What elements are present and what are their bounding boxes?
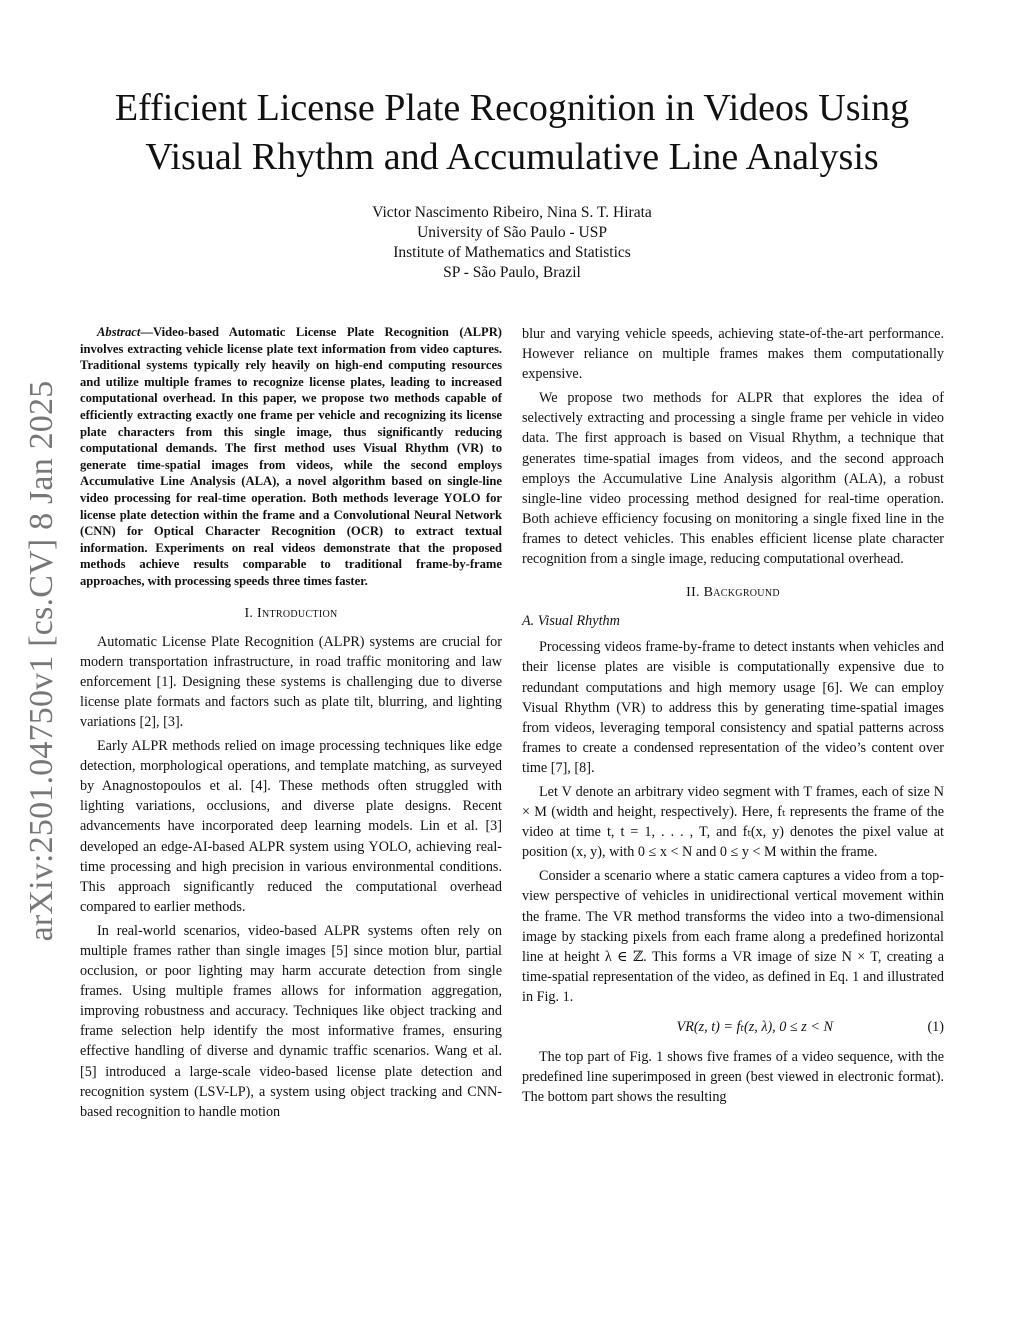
section-heading-background bbox=[522, 583, 944, 603]
affiliation-location: SP - São Paulo, Brazil bbox=[443, 264, 581, 281]
section-title: Introduction bbox=[257, 605, 338, 621]
vr-paragraph: Processing videos frame-by-frame to detect instants when vehicles and their license plates are visible is computationally expensive due to redundant computations and high memory usage [6]. We can employ Visual Rhythm (VR) to address this by generating time-spatial images from videos, leveraging temporal consistency and spatial patterns across frames to create a condensed representation of the video’s content over time [7], [8]. bbox=[522, 639, 944, 776]
vr-paragraph: Consider a scenario where a static camera captures a video from a top-view perspective of vehicles in unidirectional vertical movement within the frame. The VR method transforms the video into a two-dimensional image by stacking pixels from each frame along a predefined horizontal line at height λ ∈ ℤ. This forms a VR image of size N × T, creating a time-spatial representation of the video, as defined in Eq. 1 and illustrated in Fig. 1. bbox=[522, 868, 944, 1005]
arxiv-sidebar bbox=[12, 366, 72, 956]
body-paragraph: blur and varying vehicle speeds, achieving state-of-the-art performance. However reliance on multiple frames makes them computationally expensive. bbox=[522, 326, 944, 383]
affiliation-university: University of São Paulo - USP bbox=[417, 224, 607, 241]
section-heading-introduction bbox=[80, 604, 502, 624]
abstract bbox=[80, 324, 502, 590]
intro-paragraph: Automatic License Plate Recognition (ALPR) systems are crucial for modern transportation infrastructure, in road traffic monitoring and law enforcement [1]. Designing these systems is challenging due to diverse license plate formats and factors such as plate tilt, blurring, and lighting variations [2], [3]. bbox=[80, 633, 502, 730]
section-title: Background bbox=[703, 585, 780, 601]
intro-paragraph: Early ALPR methods relied on image processing techniques like edge detection, morphological operations, and template matching, as surveyed by Anagnostopoulos et al. [4]. These methods often struggled with lighting variations, occlusions, and diverse plate designs. Recent advancements have incorporated deep learning models. Lin et al. [3] developed an edge-AI-based ALPR system using YOLO, achieving real-time processing and high precision in various environmental conditions. This approach significantly reduced the computational overhead compared to earlier methods. bbox=[80, 738, 502, 915]
author-block bbox=[112, 203, 912, 283]
right-column bbox=[522, 324, 944, 1107]
arxiv-identifier: arXiv:2501.04750v1 [cs.CV] 8 Jan 2025 bbox=[23, 380, 60, 942]
section-number: II. bbox=[686, 585, 704, 601]
affiliation-institute: Institute of Mathematics and Statistics bbox=[393, 244, 631, 261]
equation-number: (1) bbox=[927, 1019, 944, 1035]
equation-body: VR(z, t) = fₜ(z, λ), 0 ≤ z < N bbox=[676, 1019, 833, 1035]
equation-1 bbox=[522, 1017, 944, 1037]
left-column bbox=[80, 324, 502, 1122]
vr-paragraph: Let V denote an arbitrary video segment with T frames, each of size N × M (width and height, respectively). Here, fₜ represents the frame of the video at time t, t = 1, . . . , T, and fₜ(x, y) denotes the pixel value at position (x, y), with 0 ≤ x < N and 0 ≤ y < M within the frame. bbox=[522, 783, 944, 861]
section-number: I. bbox=[244, 605, 258, 621]
abstract-text: —Video-based Automatic License Plate Recognition (ALPR) involves extracting vehicle license plate text information from video captures. Traditional systems typically rely heavily on high-end computing resources and utilize multiple frames to recognize license plates, leading to increased computational overhead. In this paper, we propose two methods capable of efficiently extracting exactly one frame per vehicle and recognizing its license plate characters from this single image, thus significantly reducing computational demands. The first method uses Visual Rhythm (VR) to generate time-spatial images from videos, while the second employs Accumulative Line Analysis (ALA), a novel algorithm based on single-line video processing for real-time operation. Both methods leverage YOLO for license plate detection within the frame and a Convolutional Neural Network (CNN) for Optical Character Recognition (OCR) to extract textual information. Experiments on real videos demonstrate that the proposed methods achieve results comparable to traditional frame-by-frame approaches, with processing speeds three times faster. bbox=[80, 325, 502, 588]
body-paragraph: The top part of Fig. 1 shows five frames of a video sequence, with the predefined line superimposed in green (best viewed in electronic format). The bottom part shows the resulting bbox=[522, 1049, 944, 1106]
abstract-label: Abstract bbox=[97, 325, 141, 339]
title-line: Visual Rhythm and Accumulative Line Analysis bbox=[145, 136, 879, 178]
body-paragraph: We propose two methods for ALPR that explores the idea of selectively extracting and processing a single frame per vehicle in video data. The first approach is based on Visual Rhythm, a technique that generates time-spatial images from videos, and the second approach employs the Accumulative Line Analysis algorithm (ALA), a robust single-line video processing method designed for real-time operation. Both achieve efficiency focusing on monitoring a single fixed line in the frames to detect vehicles. This enables efficient license plate character recognition from a single image, reducing computational overhead. bbox=[522, 390, 944, 568]
paper-title bbox=[60, 84, 964, 182]
subsection-heading-visual-rhythm: A. Visual Rhythm bbox=[522, 613, 620, 630]
title-line: Efficient License Plate Recognition in Videos Using bbox=[114, 87, 910, 129]
intro-paragraph: In real-world scenarios, video-based ALPR systems often rely on multiple frames rather than single images [5] since motion blur, partial occlusion, or poor lighting may harm accurate detection from single frames. Using multiple frames allows for information aggregation, improving robustness and accuracy. Techniques like object tracking and frame selection help identify the most informative frames, ensuring effective handling of diverse and dynamic traffic scenarios. Wang et al. [5] introduced a large-scale video-based license plate detection and recognition system (LSV-LP), a system using object tracking and CNN-based recognition to handle motion bbox=[80, 922, 502, 1120]
author-names: Victor Nascimento Ribeiro, Nina S. T. Hirata bbox=[372, 204, 652, 221]
